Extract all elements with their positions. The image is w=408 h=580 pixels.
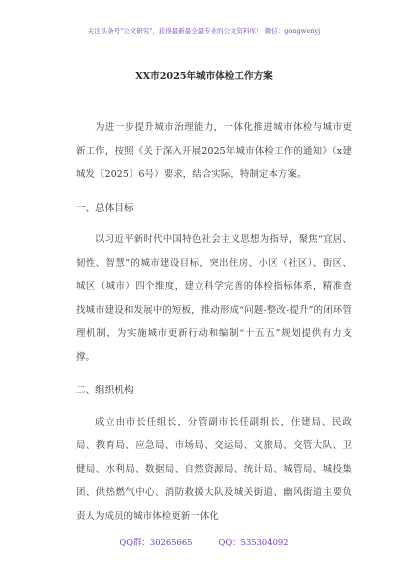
- organization-paragraph: 成立由市长任组长，分管副市长任副组长，住建局、民政局、教育局、应急局、市场局、交运局、文旅局、交管大队、卫健局、水利局、数据局、自然资源局、统计局、城管局、城投集团、供热燃气中心、消防救援大队及城关街道、幽风街道主要负责人为成员的城市体检更新一体化: [76, 416, 352, 522]
- promo-banner: 关注头条号"公文研究"，获得最新最全最专业的公文资料库！ 微信：gongwenyj: [87, 27, 321, 35]
- intro-paragraph: 为进一步提升城市治理能力，一体化推进城市体检与城市更新工作，按照《关于深入开展2025年城市体检工作的通知》（x建城发〔2025〕6号）要求，结合实际，特制定本方案。: [76, 122, 352, 180]
- contact-footer: [0, 536, 408, 548]
- document-body: [76, 116, 352, 528]
- goals-paragraph: 以习近平新时代中国特色社会主义思想为指导，聚焦“宜居、韧性、智慧”的城市建设目标，突出住房、小区（社区）、街区、城区（城市）四个维度，建立科学完善的体检指标体系，精准查找城市建设和发展中的短板，推动形成“问题-整改-提升”的闭环管理机制，为实施城市更新行动和编制“十五五”规划提供有力支撑。: [76, 234, 352, 363]
- section-heading-goals: 一、总体目标: [76, 202, 134, 214]
- section-heading-organization: 二、组织机构: [76, 385, 134, 396]
- document-title: XX市2025年城市体检工作方案: [135, 71, 273, 82]
- qq-contact-text: QQ：535304092: [218, 537, 289, 547]
- qq-group-text: QQ群：30265665: [119, 537, 193, 547]
